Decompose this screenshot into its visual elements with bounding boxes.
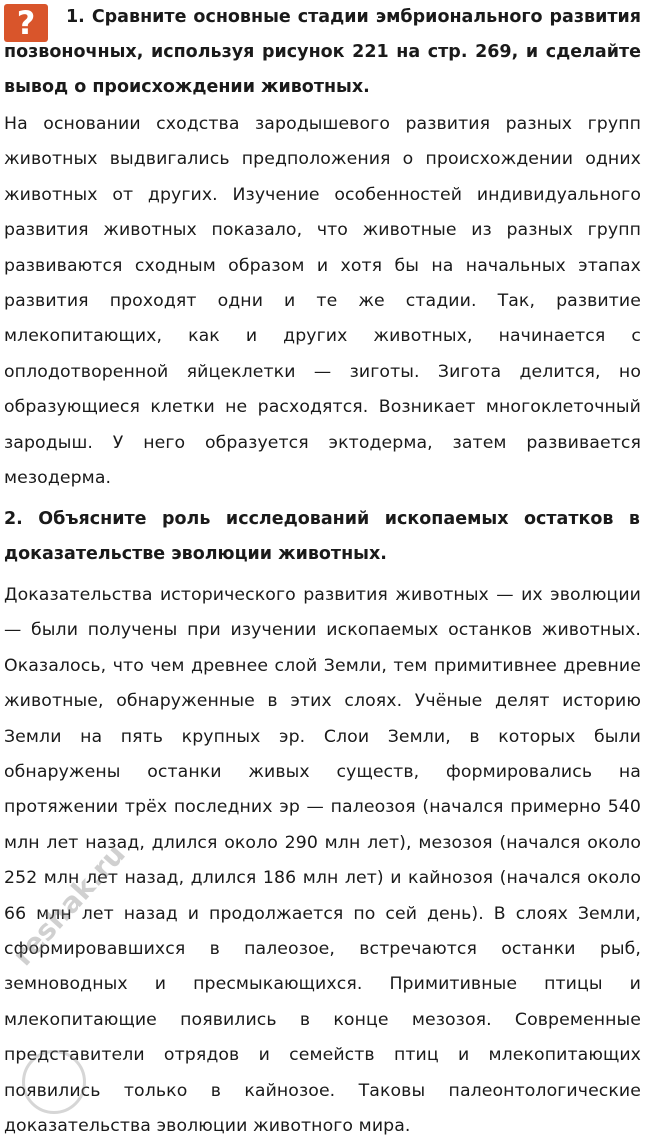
answer-1-text: На основании сходства зародышевого развития разных групп животных выдвигались предположения о происхождении одних животных от других. Изучение особенностей индивидуального развития животных показало, что животные из разных групп развиваются сходным образом и хотя бы на начальных этапах развития проходят одни и те же стадии. Так, развитие млекопитающих, как и других животных, начинается с оплодотворенной яйцеклетки — зиготы. Зигота делится, но образующиеся клетки не расходятся. Возникает многоклеточный зародыш. У него образуется эктодерма, затем развивается мезодерма. — [4, 114, 641, 489]
watermark: reshak.ru — [6, 837, 132, 973]
question-1-title: 1. Сравните основные стадии эмбрионального развития позвоночных, используя рисунок 221 на стр. 269, и сделайте вывод о происхождении животных. — [4, 7, 641, 97]
answer-2-text: Доказательства исторического развития животных — их эволюции — были получены при изучении ископаемых останков животных. Оказалось, что чем древнее слой Земли, тем примитивнее древние животные, обнаруженные в этих слоях. Учёные делят историю Земли на пять крупных эр. Слои Земли, в которых были обнаружены останки живых существ, формировались на протяжении трёх последних эр — палеозоя (начался примерно 540 млн лет назад, длился около 290 млн лет), мезозоя (начался около 252 млн лет назад, длился 186 млн лет) и кайнозоя (начался около 66 млн лет назад и продолжается по сей день). В слоях Земли, сформировавшихся в палеозое, встречаются останки рыб, земноводных и пресмыкающихся. Примитивные птицы и млекопитающие появились в конце мезозоя. Современные представители отрядов и семейств птиц и млекопитающих появились только в кайнозое. Таковы палеонтологические доказательства эволюции животного мира. — [4, 585, 641, 1137]
question-2-title: 2. Объясните роль исследований ископаемых остатков в доказательстве эволюции животных. — [4, 509, 640, 564]
question-icon-glyph: ? — [16, 4, 36, 42]
